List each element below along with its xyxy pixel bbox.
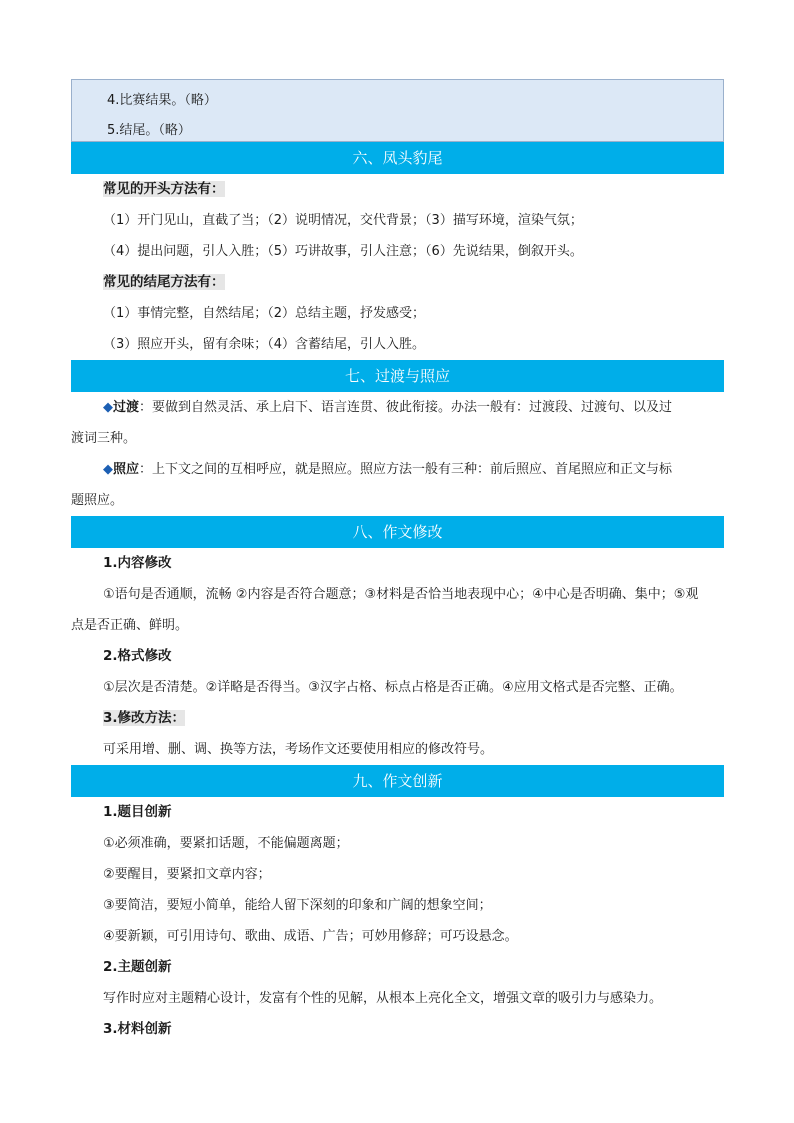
section-9-title: 九、作文创新	[71, 765, 724, 797]
echo-text-2: 题照应。	[71, 493, 124, 508]
end-methods-line-1: （1）事情完整，自然结尾；（2）总结主题，抒发感受；	[103, 306, 426, 321]
title-innovation-item-3: ③要简洁，要短小简单，能给人留下深刻的印象和广阔的想象空间；	[103, 898, 492, 913]
echo-keyword: 照应	[113, 462, 140, 477]
content-revision-heading: 1.内容修改	[103, 555, 172, 571]
material-innovation-heading: 3.材料创新	[103, 1021, 172, 1037]
open-methods-line-1: （1）开门见山，直截了当；（2）说明情况，交代背景；（3）描写环境，渲染气氛；	[103, 213, 583, 228]
section-6-title: 六、凤头豹尾	[71, 142, 724, 174]
end-methods-heading: 常见的结尾方法有：	[103, 274, 225, 290]
title-innovation-item-4: ④要新颖，可引用诗句、歌曲、成语、广告；可妙用修辞；可巧设悬念。	[103, 929, 518, 944]
summary-line-5: 5.结尾。（略）	[107, 123, 191, 138]
diamond-bullet-icon: ◆	[103, 462, 113, 477]
open-methods-line-2: （4）提出问题，引人入胜；（5）巧讲故事，引人注意；（6）先说结果，倒叙开头。	[103, 244, 583, 259]
revision-method-heading: 3.修改方法：	[103, 710, 186, 726]
title-innovation-item-2: ②要醒目，要紧扣文章内容；	[103, 867, 271, 882]
format-revision-text: ①层次是否清楚。②详略是否得当。③汉字占格、标点占格是否正确。④应用文格式是否完整、正确。	[103, 680, 683, 695]
diamond-bullet-icon: ◆	[103, 400, 113, 415]
section-7-title: 七、过渡与照应	[71, 360, 724, 392]
end-methods-line-2: （3）照应开头，留有余味；（4）含蓄结尾，引人入胜。	[103, 337, 426, 352]
section-8-title: 八、作文修改	[71, 516, 724, 548]
open-heading-row	[71, 174, 724, 205]
theme-innovation-heading: 2.主题创新	[103, 959, 172, 975]
echo-text-1: ：上下文之间的互相呼应，就是照应。照应方法一般有三种：前后照应、首尾照应和正文与标	[139, 462, 673, 477]
summary-line-4: 4.比赛结果。（略）	[107, 93, 217, 108]
open-methods-heading: 常见的开头方法有：	[103, 181, 225, 197]
transition-keyword: 过渡	[113, 400, 140, 415]
end-heading-row	[71, 267, 724, 298]
content-revision-line-2: 点是否正确、鲜明。	[71, 618, 189, 633]
transition-paragraph	[71, 392, 724, 423]
revision-method-text: 可采用增、删、调、换等方法，考场作文还要使用相应的修改符号。	[103, 742, 494, 757]
title-innovation-item-1: ①必须准确，要紧扣话题，不能偏题离题；	[103, 836, 349, 851]
revision-method-heading-row	[71, 703, 724, 734]
theme-innovation-text: 写作时应对主题精心设计，发富有个性的见解，从根本上亮化全文，增强文章的吸引力与感染力。	[103, 991, 663, 1006]
summary-box	[71, 79, 724, 142]
transition-text-2: 渡词三种。	[71, 431, 137, 446]
echo-paragraph	[71, 454, 724, 485]
format-revision-heading: 2.格式修改	[103, 648, 172, 664]
transition-text-1: ：要做到自然灵活、承上启下、语言连贯、彼此衔接。办法一般有：过渡段、过渡句、以及过	[139, 400, 673, 415]
content-revision-line-1: ①语句是否通顺，流畅 ②内容是否符合题意；③材料是否恰当地表现中心；④中心是否明确、集中；⑤观	[103, 587, 699, 602]
document-page	[71, 79, 724, 1045]
title-innovation-heading: 1.题目创新	[103, 804, 172, 820]
